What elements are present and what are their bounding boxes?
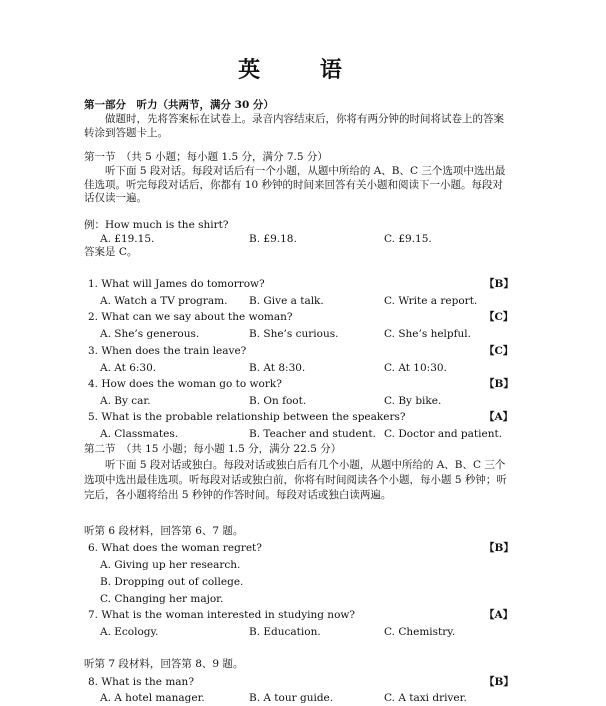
option-a: A. She’s generous. bbox=[100, 328, 200, 340]
answer-key: 【A】 bbox=[484, 609, 514, 621]
option-a: A. Giving up her research. bbox=[100, 559, 241, 571]
option-c: C. At 10:30. bbox=[384, 362, 447, 374]
answer-key: 【B】 bbox=[484, 676, 514, 688]
option-b: B. At 8:30. bbox=[249, 362, 306, 374]
page-title: 英 语 bbox=[238, 57, 368, 83]
example-option-a: A. £19.15. bbox=[100, 233, 155, 245]
section1-heading: 第一节 （共 5 小题；每小题 1.5 分，满分 7.5 分） bbox=[84, 151, 328, 163]
question-text: 1. What will James do tomorrow? bbox=[88, 278, 265, 290]
option-a: A. Watch a TV program. bbox=[100, 295, 228, 307]
answer-key: 【B】 bbox=[484, 378, 514, 390]
part1-intro: 做题时，先将答案标在试卷上。录音内容结束后，你将有两分钟的时间将试卷上的答案转涂到答题卡上。 bbox=[84, 113, 504, 139]
option-row bbox=[0, 395, 606, 409]
question-row bbox=[0, 345, 606, 359]
option-a: A. Classmates. bbox=[100, 428, 179, 440]
question-text: 5. What is the probable relationship between the speakers? bbox=[88, 411, 406, 423]
material7-label: 听第 7 段材料，回答第 8、9 题。 bbox=[84, 658, 244, 670]
answer-key: 【C】 bbox=[484, 311, 514, 323]
part1-heading: 第一部分 听力（共两节，满分 30 分） bbox=[84, 99, 274, 111]
section2-intro: 听下面 5 段对话或独白。每段对话或独白后有几个小题，从题中所给的 A、B、C 三个选项中选出最佳选项。听每段对话或独白前，你将有时间阅读各个小题，每小题 5 秒钟；听完后，各小题将给出 5 秒钟的作答时间。每段对话或独白读两遍。 bbox=[84, 459, 507, 502]
question-row bbox=[0, 278, 606, 292]
example-question: 例：How much is the shirt? bbox=[84, 219, 229, 231]
answer-key: 【B】 bbox=[484, 542, 514, 554]
option-c: C. Chemistry. bbox=[384, 626, 456, 638]
question-row bbox=[0, 311, 606, 325]
question-text: 6. What does the woman regret? bbox=[88, 542, 262, 554]
option-b: B. On foot. bbox=[249, 395, 307, 407]
option-b: B. Give a talk. bbox=[249, 295, 324, 307]
option-row bbox=[0, 626, 606, 640]
example-option-b: B. £9.18. bbox=[249, 233, 297, 245]
question-text: 2. What can we say about the woman? bbox=[88, 311, 293, 323]
option-c: C. She’s helpful. bbox=[384, 328, 471, 340]
option-a: A. A hotel manager. bbox=[100, 692, 205, 704]
option-b: B. A tour guide. bbox=[249, 692, 334, 704]
option-c: C. Write a report. bbox=[384, 295, 478, 307]
material6-label: 听第 6 段材料，回答第 6、7 题。 bbox=[84, 525, 244, 537]
option-row bbox=[0, 328, 606, 342]
answer-key: 【B】 bbox=[484, 278, 514, 290]
option-b: B. Education. bbox=[249, 626, 321, 638]
option-b: B. She’s curious. bbox=[249, 328, 339, 340]
question-row bbox=[0, 411, 606, 425]
example-options bbox=[0, 233, 606, 247]
option-row bbox=[0, 428, 606, 442]
question-text: 4. How does the woman go to work? bbox=[88, 378, 282, 390]
option-a: A. By car. bbox=[100, 395, 151, 407]
option-c: C. Changing her major. bbox=[100, 593, 224, 605]
option-b: B. Teacher and student. bbox=[249, 428, 376, 440]
option-a: A. Ecology. bbox=[100, 626, 159, 638]
question-row bbox=[0, 609, 606, 623]
option-row bbox=[0, 692, 606, 706]
option-row bbox=[0, 295, 606, 309]
question-row bbox=[0, 542, 606, 556]
question-row bbox=[0, 676, 606, 690]
section2-heading: 第二节 （共 15 小题；每小题 1.5 分，满分 22.5 分） bbox=[84, 443, 342, 455]
question-text: 3. When does the train leave? bbox=[88, 345, 247, 357]
option-row bbox=[0, 362, 606, 376]
answer-key: 【C】 bbox=[484, 345, 514, 357]
section1-intro: 听下面 5 段对话。每段对话后有一个小题，从题中所给的 A、B、C 三个选项中选出最佳选项。听完每段对话后，你都有 10 秒钟的时间来回答有关小题和阅读下一小题。每段对话仅读一遍。 bbox=[84, 165, 506, 205]
answer-key: 【A】 bbox=[484, 411, 514, 423]
option-c: C. By bike. bbox=[384, 395, 442, 407]
option-b: B. Dropping out of college. bbox=[100, 576, 244, 588]
example-option-c: C. £9.15. bbox=[384, 233, 432, 245]
question-row bbox=[0, 378, 606, 392]
question-text: 8. What is the man? bbox=[88, 676, 194, 688]
option-c: C. Doctor and patient. bbox=[384, 428, 503, 440]
example-answer: 答案是 C。 bbox=[84, 246, 138, 258]
option-a: A. At 6:30. bbox=[100, 362, 157, 374]
option-c: C. A taxi driver. bbox=[384, 692, 467, 704]
question-text: 7. What is the woman interested in studying now? bbox=[88, 609, 356, 621]
